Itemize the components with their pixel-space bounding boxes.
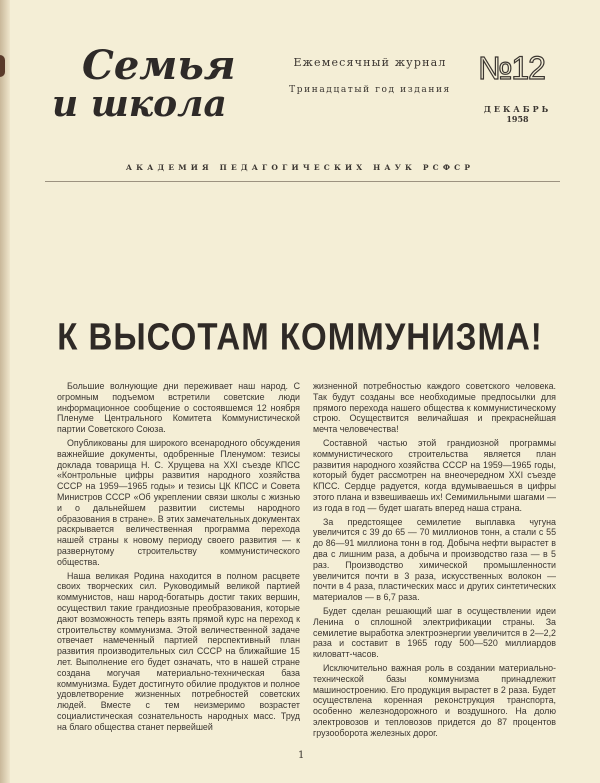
journal-subtitle: Ежемесячный журнал bbox=[293, 56, 447, 69]
logo-line-1: Семья bbox=[82, 42, 236, 89]
issue-month: ДЕКАБРЬ bbox=[483, 104, 552, 114]
issue-year: 1958 bbox=[506, 114, 529, 124]
publisher: АКАДЕМИЯ ПЕДАГОГИЧЕСКИХ НАУК РСФСР bbox=[125, 163, 475, 172]
page-number: 1 bbox=[298, 750, 305, 761]
paragraph: Исключительно важная роль в создании материально-технической базы коммунизма принадлежит машиностроению. Его продукция вырастет в 2 раза. Будет осуществлена коренная реконструкция транспорта, особенно железнодорожного и воздушного. На долю электровозов и тепловозов придется до 87 процентов грузооборота железных дорог. bbox=[313, 662, 556, 738]
issue-date bbox=[470, 104, 565, 124]
publication-year: Тринадцатый год издания bbox=[289, 85, 451, 95]
right-column bbox=[313, 381, 556, 742]
paragraph: Наша великая Родина находится в полном расцвете своих творческих сил. Руководимый великой партией коммунистов, наш народ-богатырь достиг таких вершин, осуществил такие грандиозные преобразования, которые дают возможность теперь взять прямой курс на переход к строительству коммунизма. Этой величественной задаче отвечает намеченный партией перспективный план развития производительных сил СССР на ближайшие 15 лет. Выполнение его будет означать, что в нашей стране создана могучая материально-техническая база коммунизма. Будет достигнуто обилие продуктов и полное удовлетворение жизненных потребностей советских людей. Вместе с тем неизмеримо возрастет социалистическая сознательность народных масс. Труд на благо общества станет первейшей bbox=[57, 570, 300, 732]
article-headline: К ВЫСОТАМ КОММУНИЗМА! bbox=[57, 315, 543, 358]
page-edge-shadow bbox=[0, 0, 10, 783]
issue-number: №12 bbox=[478, 50, 545, 86]
paragraph: Будет сделан решающий шаг в осуществлении идеи Ленина о сплошной электрификации страны. За семилетие выработка электроэнергии увеличится в 2—2,2 раза и составит в 1965 году 500—520 миллиардов киловатт-часов. bbox=[313, 605, 556, 660]
magazine-logo bbox=[52, 42, 242, 128]
journal-info bbox=[270, 56, 470, 95]
paragraph: Большие волнующие дни переживает наш народ. С огромным подъемом встретили советские люди информационное сообщение о состоявшемся 12 ноября Пленуме Центрального Комитета Коммунистической партии Советского Союза. bbox=[57, 381, 300, 435]
paragraph: Опубликованы для широкого всенародного обсуждения важнейшие документы, одобренные Пленумом: тезисы доклада товарища Н. С. Хрущева на XXI съезде КПСС «Контрольные цифры развития народного хозяйства СССР на 1959—1965 годы» и тезисы ЦК КПСС и Совета Министров СССР «Об укреплении связи школы с жизнью и о дальнейшем развитии системы народного образования в стране». В этих замечательных документах раскрывается величественная программа перехода нашей страны к новому периоду своего развития — к развернутому строительству коммунистического общества. bbox=[57, 437, 300, 567]
divider bbox=[45, 181, 560, 182]
left-column bbox=[57, 381, 300, 736]
paragraph: Составной частью этой грандиозной программы коммунистического строительства является план развития народного хозяйства СССР на 1959—1965 годы, который будет рассмотрен на внеочередном XXI съезде КПСС. Сердце радуется, когда вдумываешься в цифры этого плана и взвешиваешь их! Семимильными шагами — из года в год — будет шагать вперед наша страна. bbox=[313, 437, 556, 513]
paragraph: жизненной потребностью каждого советского человека. Так будут созданы все необходимые предпосылки для прямого перехода нашего общества к коммунистическому строю. Осуществится величайшая и прекраснейшая мечта человечества! bbox=[313, 381, 556, 435]
paragraph: За предстоящее семилетие выплавка чугуна увеличится с 39 до 65 — 70 миллионов тонн, а стали с 55 до 86—91 миллиона тонн в год. Добыча нефти вырастет в два с лишним раза, а добыча и производство газа — в 5 раз. Производство химической промышленности увеличится почти в 3 раза, искусственных волокон — почти в 4 раза, пластических масс и других синтетических материалов — в 6,7 раза. bbox=[313, 516, 556, 603]
binding-mark bbox=[0, 55, 5, 77]
logo-line-2: и школа bbox=[52, 83, 227, 125]
